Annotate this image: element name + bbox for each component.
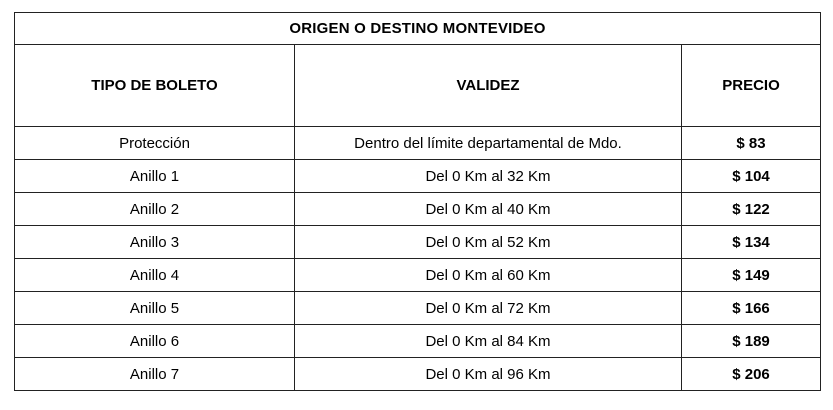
header-precio: PRECIO (682, 45, 821, 127)
title-row (15, 13, 821, 45)
price-cell: $ 134 (682, 226, 821, 259)
ticket-type-cell: Protección (15, 127, 295, 160)
price-cell: $ 206 (682, 358, 821, 391)
validity-cell: Del 0 Km al 52 Km (295, 226, 682, 259)
price-cell: $ 83 (682, 127, 821, 160)
validity-cell: Del 0 Km al 40 Km (295, 193, 682, 226)
table-row (15, 325, 821, 358)
validity-cell: Del 0 Km al 60 Km (295, 259, 682, 292)
price-cell: $ 104 (682, 160, 821, 193)
header-tipo-de-boleto: TIPO DE BOLETO (15, 45, 295, 127)
table-row (15, 259, 821, 292)
header-validez: VALIDEZ (295, 45, 682, 127)
validity-cell: Del 0 Km al 84 Km (295, 325, 682, 358)
ticket-type-cell: Anillo 7 (15, 358, 295, 391)
ticket-type-cell: Anillo 6 (15, 325, 295, 358)
table-row (15, 292, 821, 325)
table-row (15, 193, 821, 226)
table-row (15, 358, 821, 391)
ticket-type-cell: Anillo 5 (15, 292, 295, 325)
fare-table (14, 12, 821, 391)
validity-cell: Del 0 Km al 72 Km (295, 292, 682, 325)
ticket-type-cell: Anillo 2 (15, 193, 295, 226)
validity-cell: Del 0 Km al 96 Km (295, 358, 682, 391)
validity-cell: Del 0 Km al 32 Km (295, 160, 682, 193)
ticket-type-cell: Anillo 4 (15, 259, 295, 292)
table-title: ORIGEN O DESTINO MONTEVIDEO (15, 13, 821, 45)
ticket-type-cell: Anillo 3 (15, 226, 295, 259)
table-row (15, 226, 821, 259)
ticket-type-cell: Anillo 1 (15, 160, 295, 193)
table-row (15, 160, 821, 193)
price-cell: $ 189 (682, 325, 821, 358)
price-cell: $ 149 (682, 259, 821, 292)
price-cell: $ 122 (682, 193, 821, 226)
header-row (15, 45, 821, 127)
table-row (15, 127, 821, 160)
validity-cell: Dentro del límite departamental de Mdo. (295, 127, 682, 160)
price-cell: $ 166 (682, 292, 821, 325)
